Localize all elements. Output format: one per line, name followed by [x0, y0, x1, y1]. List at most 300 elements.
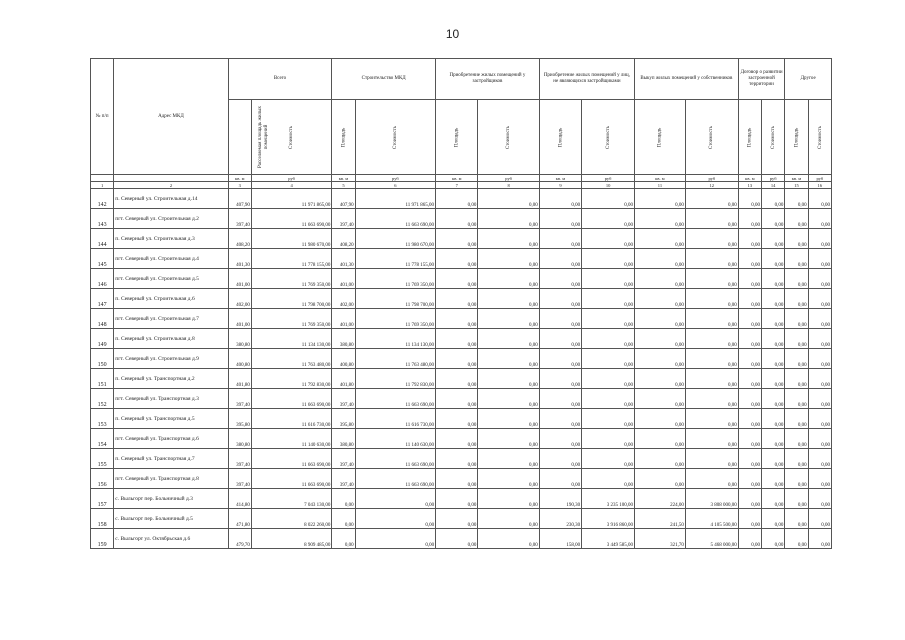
row-number: 150 [91, 349, 114, 369]
header-sub-label-text: Площадь [747, 127, 753, 147]
header-col-number: 2 [114, 182, 228, 189]
row-cell: 0,00 [539, 449, 581, 469]
row-cell: 0,00 [355, 529, 435, 549]
header-unit: руб [478, 175, 539, 182]
row-cell: 0,00 [582, 349, 635, 369]
row-cell: 0,00 [582, 209, 635, 229]
header-sub-label-text: Стоимость [771, 125, 777, 149]
row-cell: 0,00 [738, 449, 761, 469]
row-number: 153 [91, 409, 114, 429]
row-cell: 401,00 [228, 309, 251, 329]
header-sub-label [582, 100, 635, 175]
header-sub-label-text: Стоимость [289, 125, 295, 149]
row-cell: 0,00 [478, 529, 539, 549]
row-cell: 397,40 [228, 469, 251, 489]
header-sub-label [539, 100, 581, 175]
header-col-number: 13 [738, 182, 761, 189]
row-cell: 11 616 730,00 [355, 409, 435, 429]
table-row [91, 189, 832, 209]
row-cell: 8 022 260,00 [251, 509, 331, 529]
row-cell: 0,00 [738, 229, 761, 249]
row-cell: 0,00 [785, 469, 808, 489]
row-cell: 0,00 [738, 509, 761, 529]
row-cell: 380,80 [228, 429, 251, 449]
row-cell: 0,00 [762, 249, 785, 269]
row-cell: 11 769 350,00 [251, 309, 331, 329]
row-cell: 407,90 [228, 189, 251, 209]
row-cell: 0,00 [635, 229, 686, 249]
row-cell: 0,00 [355, 509, 435, 529]
header-sub-label-text: Площадь [557, 127, 563, 147]
row-cell: 0,00 [808, 489, 831, 509]
row-number: 147 [91, 289, 114, 309]
row-cell: 0,00 [785, 449, 808, 469]
row-address: пгт. Северный ул. Строительная д.2 [114, 209, 228, 229]
row-cell: 0,00 [539, 329, 581, 349]
row-cell: 3 449 585,00 [582, 529, 635, 549]
row-cell: 0,00 [582, 469, 635, 489]
row-cell: 0,00 [436, 329, 478, 349]
row-cell: 0,00 [635, 449, 686, 469]
row-cell: 0,00 [582, 189, 635, 209]
row-cell: 11 663 690,00 [355, 209, 435, 229]
row-cell: 0,00 [808, 249, 831, 269]
header-sub-label [332, 100, 355, 175]
row-number: 149 [91, 329, 114, 349]
row-cell: 401,30 [228, 249, 251, 269]
row-cell: 0,00 [785, 409, 808, 429]
page-number: 10 [445, 27, 460, 41]
row-cell: 0,00 [436, 409, 478, 429]
row-cell: 0,00 [685, 429, 738, 449]
row-cell: 0,00 [785, 249, 808, 269]
row-cell: 0,00 [685, 369, 738, 389]
row-cell: 0,00 [808, 529, 831, 549]
row-cell: 11 663 690,00 [355, 389, 435, 409]
row-cell: 0,00 [436, 429, 478, 449]
row-cell: 0,00 [539, 229, 581, 249]
row-cell: 0,00 [762, 429, 785, 449]
row-cell: 0,00 [808, 209, 831, 229]
table-row [91, 309, 832, 329]
row-cell: 401,30 [332, 249, 355, 269]
row-cell: 0,00 [478, 509, 539, 529]
row-cell: 0,00 [539, 269, 581, 289]
row-cell: 0,00 [332, 529, 355, 549]
row-number: 152 [91, 389, 114, 409]
table-row [91, 229, 832, 249]
row-cell: 0,00 [762, 529, 785, 549]
row-cell: 0,00 [478, 409, 539, 429]
row-cell: 0,00 [635, 189, 686, 209]
header-unit: руб [582, 175, 635, 182]
row-cell: 11 769 350,00 [251, 269, 331, 289]
row-cell: 0,00 [685, 329, 738, 349]
row-cell: 0,00 [685, 469, 738, 489]
row-cell: 0,00 [436, 189, 478, 209]
row-cell: 0,00 [582, 229, 635, 249]
row-cell: 400,80 [228, 349, 251, 369]
row-cell: 11 663 690,00 [251, 449, 331, 469]
row-address: п. Северный ул. Транспортная д.2 [114, 369, 228, 389]
row-cell: 8 909 485,00 [251, 529, 331, 549]
row-cell: 402,00 [332, 289, 355, 309]
header-col-number: 14 [762, 182, 785, 189]
row-cell: 401,00 [332, 269, 355, 289]
header-sub-label [355, 100, 435, 175]
row-cell: 0,00 [582, 269, 635, 289]
header-col-number: 7 [436, 182, 478, 189]
row-cell: 158,00 [539, 529, 581, 549]
table-row [91, 429, 832, 449]
header-group: Строительство МКД [332, 59, 436, 100]
row-cell: 0,00 [808, 509, 831, 529]
row-cell: 230,30 [539, 509, 581, 529]
header-col-number: 6 [355, 182, 435, 189]
row-address: п. Северный ул. Транспортная д.5 [114, 409, 228, 429]
row-address: п. Северный ул. Строительная д.6 [114, 289, 228, 309]
row-address: пгт. Северный ул. Строительная д.7 [114, 309, 228, 329]
row-cell: 0,00 [762, 209, 785, 229]
row-cell: 0,00 [785, 429, 808, 449]
row-cell: 0,00 [478, 249, 539, 269]
header-group: Приобретение жилых помещений у застройщиков [436, 59, 540, 100]
row-cell: 397,40 [228, 209, 251, 229]
row-cell: 0,00 [635, 329, 686, 349]
row-cell: 0,00 [436, 349, 478, 369]
row-cell: 397,40 [332, 449, 355, 469]
row-cell: 0,00 [738, 309, 761, 329]
row-cell: 0,00 [436, 309, 478, 329]
row-cell: 0,00 [582, 289, 635, 309]
row-cell: 0,00 [738, 369, 761, 389]
table-row [91, 409, 832, 429]
header-unit: руб [251, 175, 331, 182]
row-cell: 0,00 [685, 449, 738, 469]
row-cell: 0,00 [738, 329, 761, 349]
header-colnum-row [91, 182, 832, 189]
row-cell: 0,00 [738, 469, 761, 489]
row-cell: 0,00 [785, 349, 808, 369]
header-sub-label [738, 100, 761, 175]
row-cell: 11 971 865,00 [355, 189, 435, 209]
header-col-number: 3 [228, 182, 251, 189]
table-row [91, 209, 832, 229]
row-cell: 0,00 [685, 249, 738, 269]
row-cell: 0,00 [808, 289, 831, 309]
table-row [91, 469, 832, 489]
row-address: пгт. Северный ул. Транспортная д.3 [114, 389, 228, 409]
header-sub-label [635, 100, 686, 175]
row-cell: 0,00 [582, 389, 635, 409]
row-cell: 0,00 [436, 509, 478, 529]
row-cell: 0,00 [539, 469, 581, 489]
row-cell: 0,00 [785, 489, 808, 509]
header-group: Договор о развитии застроенной территории [738, 59, 785, 100]
header-sub-label [478, 100, 539, 175]
table-row [91, 509, 832, 529]
row-cell: 0,00 [436, 489, 478, 509]
row-cell: 0,00 [539, 289, 581, 309]
row-cell: 0,00 [355, 489, 435, 509]
row-cell: 0,00 [785, 189, 808, 209]
row-cell: 0,00 [762, 489, 785, 509]
row-cell: 0,00 [539, 309, 581, 329]
row-cell: 0,00 [685, 409, 738, 429]
row-cell: 0,00 [539, 209, 581, 229]
row-cell: 0,00 [738, 429, 761, 449]
row-cell: 471,80 [228, 509, 251, 529]
row-cell: 0,00 [762, 389, 785, 409]
row-cell: 0,00 [478, 369, 539, 389]
row-cell: 0,00 [478, 209, 539, 229]
row-cell: 0,00 [436, 249, 478, 269]
header-col-number: 5 [332, 182, 355, 189]
header-sub-label-text: Стоимость [392, 125, 398, 149]
row-cell: 0,00 [539, 369, 581, 389]
row-cell: 395,80 [228, 409, 251, 429]
row-cell: 11 663 690,00 [251, 389, 331, 409]
row-cell: 0,00 [436, 269, 478, 289]
row-cell: 11 769 350,00 [355, 309, 435, 329]
row-cell: 0,00 [582, 309, 635, 329]
row-cell: 0,00 [762, 449, 785, 469]
header-sub-label-text: Площадь [454, 127, 460, 147]
row-cell: 397,40 [228, 449, 251, 469]
row-cell: 0,00 [785, 229, 808, 249]
row-cell: 0,00 [539, 429, 581, 449]
row-cell: 0,00 [785, 209, 808, 229]
table-row [91, 349, 832, 369]
header-group-row [91, 59, 832, 100]
row-number: 144 [91, 229, 114, 249]
row-cell: 11 792 830,00 [355, 369, 435, 389]
row-cell: 0,00 [738, 249, 761, 269]
row-cell: 0,00 [762, 309, 785, 329]
row-number: 151 [91, 369, 114, 389]
row-cell: 241,50 [635, 509, 686, 529]
row-cell: 3 916 860,00 [582, 509, 635, 529]
row-cell: 0,00 [539, 349, 581, 369]
row-cell: 0,00 [478, 309, 539, 329]
row-cell: 0,00 [738, 269, 761, 289]
row-cell: 0,00 [808, 409, 831, 429]
row-address: с. Выльгорт ул. Октябрьская д.6 [114, 529, 228, 549]
row-cell: 0,00 [436, 369, 478, 389]
row-cell: 0,00 [635, 289, 686, 309]
row-address: пгт. Северный ул. Транспортная д.8 [114, 469, 228, 489]
header-col-number: 4 [251, 182, 331, 189]
row-cell: 401,80 [228, 369, 251, 389]
row-cell: 400,80 [332, 349, 355, 369]
row-address: пгт. Северный ул. Транспортная д.6 [114, 429, 228, 449]
row-cell: 11 663 690,00 [355, 449, 435, 469]
row-address: п. Северный ул. Строительная д.14 [114, 189, 228, 209]
table-row [91, 369, 832, 389]
header-col-number: 12 [685, 182, 738, 189]
row-cell: 0,00 [685, 229, 738, 249]
row-cell: 0,00 [738, 409, 761, 429]
table-row [91, 489, 832, 509]
header-sub-label-text: Стоимость [605, 125, 611, 149]
header-sub-label [808, 100, 831, 175]
header-col-number: 1 [91, 182, 114, 189]
row-cell: 380,80 [332, 429, 355, 449]
row-cell: 3 808 000,00 [685, 489, 738, 509]
row-cell: 0,00 [685, 209, 738, 229]
row-cell: 0,00 [635, 389, 686, 409]
row-number: 154 [91, 429, 114, 449]
row-cell: 224,00 [635, 489, 686, 509]
row-cell: 0,00 [332, 509, 355, 529]
row-cell: 0,00 [785, 269, 808, 289]
header-group: Приобретение жилых помещений у лиц, не являющихся застройщиками [539, 59, 634, 100]
row-cell: 0,00 [808, 189, 831, 209]
row-cell: 0,00 [635, 349, 686, 369]
table-row [91, 529, 832, 549]
row-cell: 0,00 [685, 289, 738, 309]
row-cell: 0,00 [635, 249, 686, 269]
row-cell: 408,20 [332, 229, 355, 249]
row-cell: 0,00 [762, 349, 785, 369]
table-row [91, 329, 832, 349]
row-cell: 11 140 630,00 [355, 429, 435, 449]
row-cell: 0,00 [478, 289, 539, 309]
row-cell: 0,00 [478, 389, 539, 409]
row-address: п. Северный ул. Транспортная д.7 [114, 449, 228, 469]
row-cell: 397,40 [332, 389, 355, 409]
row-cell: 0,00 [738, 529, 761, 549]
row-cell: 5 468 000,00 [685, 529, 738, 549]
row-cell: 0,00 [539, 249, 581, 269]
row-cell: 11 134 130,00 [355, 329, 435, 349]
header-address: Адрес МКД [114, 59, 228, 175]
row-cell: 0,00 [635, 209, 686, 229]
header-col-number: 15 [785, 182, 808, 189]
row-cell: 414,80 [228, 489, 251, 509]
row-cell: 11 798 700,00 [355, 289, 435, 309]
row-cell: 0,00 [478, 189, 539, 209]
header-sub-label-text: Площадь [793, 127, 799, 147]
row-cell: 0,00 [762, 229, 785, 249]
header-unit-row [91, 175, 832, 182]
header-col-number: 9 [539, 182, 581, 189]
header-unit: кв. м [635, 175, 686, 182]
row-cell: 11 778 155,00 [251, 249, 331, 269]
row-cell: 0,00 [582, 329, 635, 349]
row-cell: 0,00 [738, 389, 761, 409]
header-sub-label [436, 100, 478, 175]
row-cell: 11 798 700,00 [251, 289, 331, 309]
row-address: пгт. Северный ул. Строительная д.5 [114, 269, 228, 289]
resettlement-table [90, 58, 832, 549]
row-cell: 0,00 [635, 469, 686, 489]
row-number: 142 [91, 189, 114, 209]
header-unit: руб [685, 175, 738, 182]
table-body [91, 189, 832, 549]
row-cell: 0,00 [685, 309, 738, 329]
row-cell: 0,00 [762, 509, 785, 529]
row-cell: 0,00 [478, 329, 539, 349]
row-cell: 7 043 130,00 [251, 489, 331, 509]
row-address: с. Выльгорт пер. Больничный д.3 [114, 489, 228, 509]
header-sub-label-text: Стоимость [709, 125, 715, 149]
row-cell: 11 971 865,00 [251, 189, 331, 209]
row-cell: 11 980 670,00 [355, 229, 435, 249]
table-row [91, 289, 832, 309]
table-row [91, 249, 832, 269]
header-sub-label-text: Площадь [657, 127, 663, 147]
row-cell: 11 778 155,00 [355, 249, 435, 269]
row-cell: 380,80 [228, 329, 251, 349]
row-cell: 0,00 [685, 269, 738, 289]
row-cell: 0,00 [785, 289, 808, 309]
row-cell: 11 663 690,00 [251, 469, 331, 489]
row-cell: 0,00 [738, 289, 761, 309]
row-cell: 11 616 730,00 [251, 409, 331, 429]
row-cell: 0,00 [785, 369, 808, 389]
row-address: пгт. Северный ул. Строительная д.4 [114, 249, 228, 269]
row-cell: 0,00 [808, 429, 831, 449]
row-cell: 0,00 [808, 269, 831, 289]
row-cell: 397,40 [228, 389, 251, 409]
row-cell: 0,00 [738, 489, 761, 509]
row-number: 143 [91, 209, 114, 229]
row-cell: 0,00 [582, 409, 635, 429]
row-cell: 4 105 500,00 [685, 509, 738, 529]
row-cell: 0,00 [685, 389, 738, 409]
row-cell: 0,00 [685, 189, 738, 209]
row-cell: 397,40 [332, 469, 355, 489]
row-cell: 0,00 [785, 529, 808, 549]
header-sub-label-text: Стоимость [817, 125, 823, 149]
row-number: 146 [91, 269, 114, 289]
row-cell: 0,00 [808, 369, 831, 389]
header-unit: кв. м [228, 175, 251, 182]
row-cell: 402,00 [228, 289, 251, 309]
row-cell: 0,00 [635, 269, 686, 289]
row-cell: 0,00 [582, 369, 635, 389]
row-cell: 0,00 [582, 249, 635, 269]
row-cell: 0,00 [762, 469, 785, 489]
row-cell: 0,00 [436, 469, 478, 489]
row-cell: 0,00 [762, 329, 785, 349]
row-cell: 0,00 [785, 389, 808, 409]
row-cell: 0,00 [436, 389, 478, 409]
row-cell: 408,20 [228, 229, 251, 249]
row-cell: 0,00 [478, 349, 539, 369]
row-cell: 0,00 [808, 469, 831, 489]
row-cell: 0,00 [785, 309, 808, 329]
row-cell: 11 140 630,00 [251, 429, 331, 449]
row-cell: 380,80 [332, 329, 355, 349]
row-cell: 0,00 [478, 489, 539, 509]
row-cell: 0,00 [685, 349, 738, 369]
row-cell: 395,80 [332, 409, 355, 429]
header-sub-label [762, 100, 785, 175]
row-cell: 11 663 690,00 [251, 209, 331, 229]
row-address: п. Северный ул. Строительная д.8 [114, 329, 228, 349]
row-cell: 0,00 [808, 389, 831, 409]
row-cell: 0,00 [436, 209, 478, 229]
row-cell: 0,00 [436, 289, 478, 309]
row-cell: 0,00 [808, 329, 831, 349]
row-cell: 0,00 [762, 289, 785, 309]
header-sub-label-text: Площадь [340, 127, 346, 147]
header-unit: кв. м [332, 175, 355, 182]
header-unit: кв. м [785, 175, 808, 182]
row-cell: 321,70 [635, 529, 686, 549]
